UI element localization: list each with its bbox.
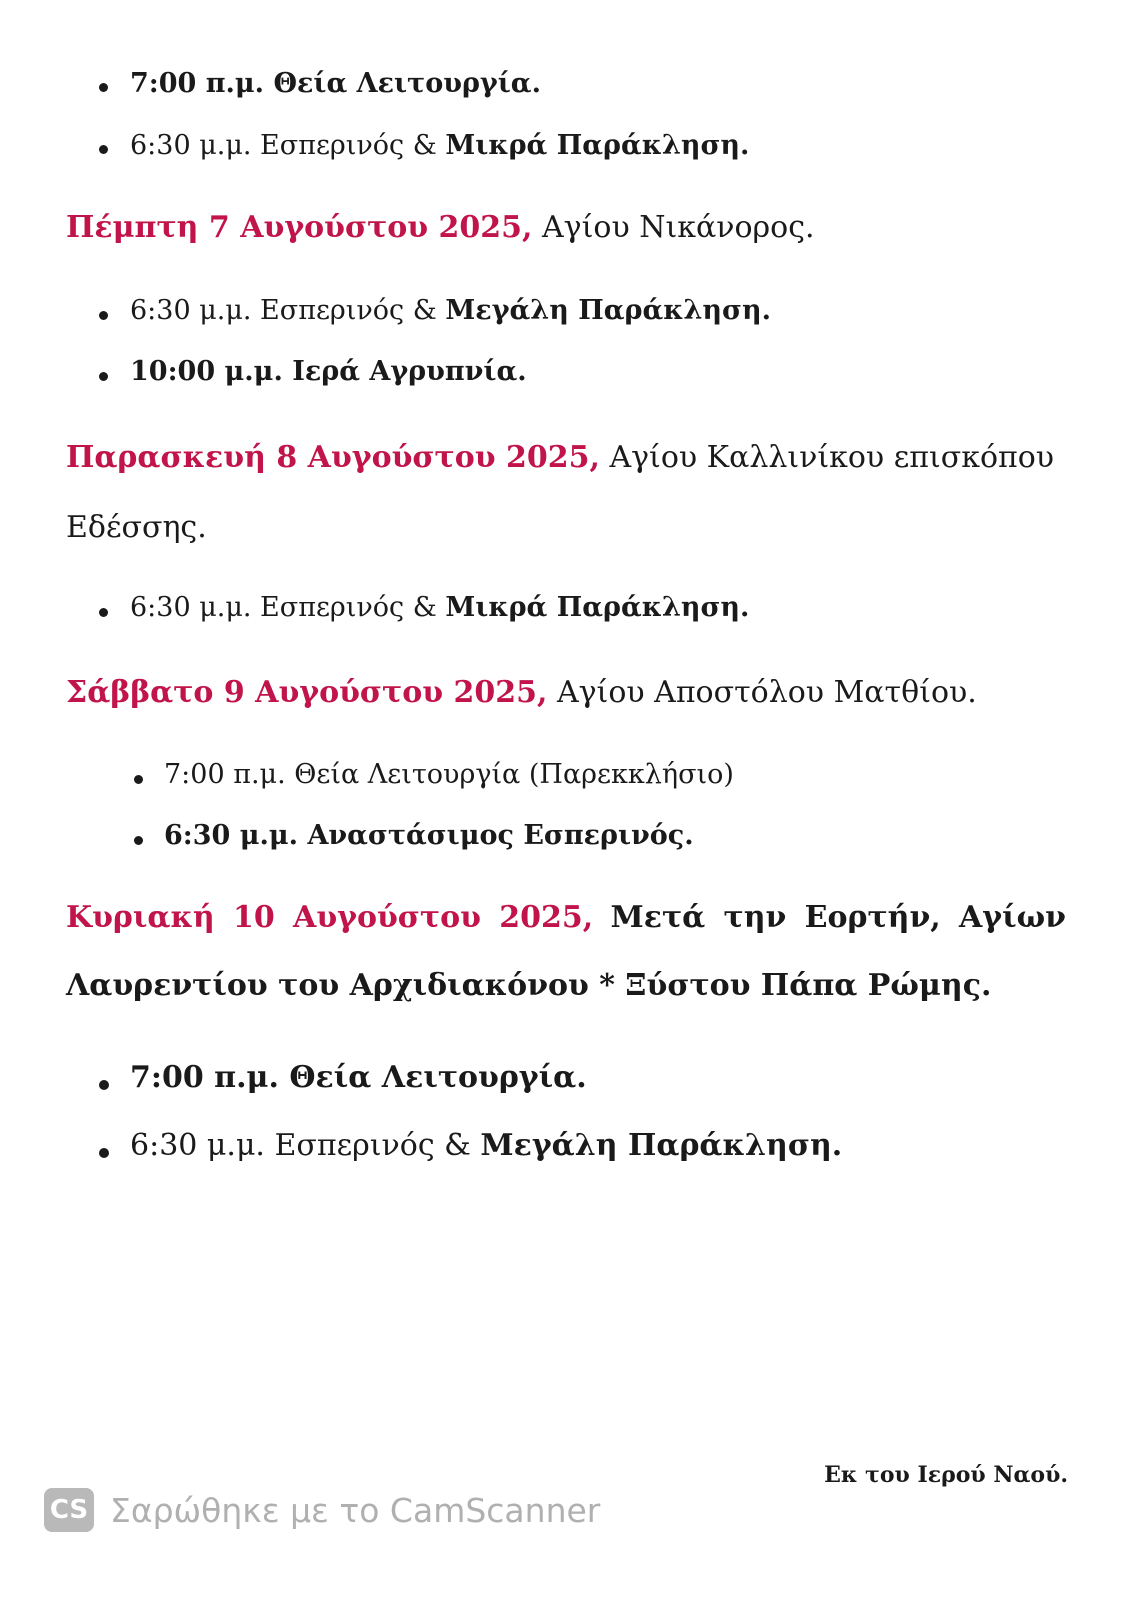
day-saint-continued: Λαυρεντίου του Αρχιδιακόνου * Ξύστου Πάπα Ρώμης. (66, 968, 992, 1003)
service-name: Μικρά Παράκληση. (445, 130, 750, 161)
day-saint: Μετά την Εορτήν, Αγίων (610, 900, 1066, 935)
service-name: Μεγάλη Παράκληση. (445, 295, 771, 326)
service-name: Μεγάλη Παράκληση. (480, 1128, 843, 1163)
day-date: Κυριακή 10 Αυγούστου 2025, (66, 900, 594, 935)
service-time: 6:30 μ.μ. Εσπερινός & (130, 130, 446, 161)
day-saint: Αγίου Αποστόλου Ματθίου. (547, 675, 977, 710)
service-item: 7:00 π.μ. Θεία Λειτουργία. (130, 68, 541, 99)
service-time: 6:30 μ.μ. Εσπερινός & (130, 295, 446, 326)
bullet (99, 1080, 109, 1090)
service-item (130, 1128, 842, 1163)
service-time: 6:30 μ.μ. Εσπερινός & (130, 592, 446, 623)
day-heading (66, 210, 815, 245)
bullet (99, 372, 108, 381)
service-name: Μικρά Παράκληση. (445, 592, 750, 623)
bullet (99, 311, 108, 320)
watermark-text: Σαρώθηκε με το CamScanner (110, 1490, 601, 1530)
service-item (130, 130, 749, 161)
day-date: Πέμπτη 7 Αυγούστου 2025, (66, 210, 533, 245)
day-saint: Αγίου Νικάνορος. (532, 210, 815, 245)
service-item: 6:30 μ.μ. Αναστάσιμος Εσπερινός. (164, 820, 694, 851)
service-item: 7:00 π.μ. Θεία Λειτουργία (Παρεκκλήσιο) (164, 759, 734, 790)
day-saint: Αγίου Καλλινίκου επισκόπου (599, 440, 1055, 475)
bullet (99, 83, 108, 92)
service-item: 7:00 π.μ. Θεία Λειτουργία. (130, 1060, 587, 1095)
service-item (130, 592, 749, 623)
bullet (134, 836, 143, 845)
signature: Εκ του Ιερού Ναού. (824, 1462, 1068, 1488)
day-date: Σάββατο 9 Αυγούστου 2025, (66, 675, 548, 710)
day-saint-continued: Εδέσσης. (66, 510, 207, 545)
bullet (99, 1148, 109, 1158)
camscanner-watermark (44, 1488, 600, 1532)
day-heading (66, 440, 1054, 475)
service-time: 6:30 μ.μ. Εσπερινός & (130, 1128, 481, 1163)
day-date: Παρασκευή 8 Αυγούστου 2025, (66, 440, 600, 475)
bullet (134, 775, 143, 784)
bullet (99, 608, 108, 617)
day-heading (66, 675, 977, 710)
camscanner-logo-icon: CS (44, 1488, 94, 1532)
service-item: 10:00 μ.μ. Ιερά Αγρυπνία. (130, 356, 527, 387)
service-item (130, 295, 771, 326)
day-heading (66, 900, 1066, 935)
bullet (99, 145, 108, 154)
